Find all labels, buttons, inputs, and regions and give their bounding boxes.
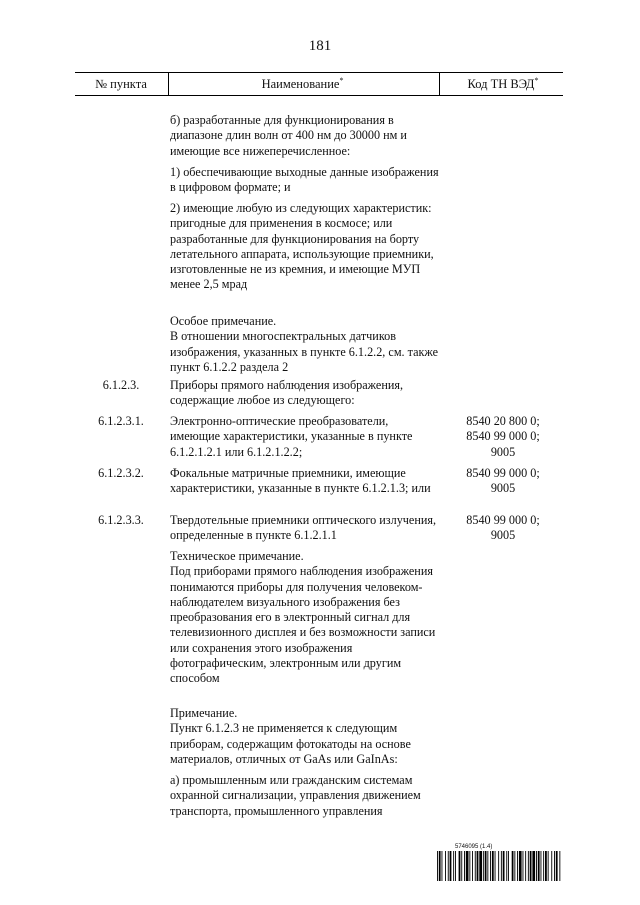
header-col-number: № пункта [95,77,147,91]
footnote-mark: * [534,75,539,85]
header-col-code: Код ТН ВЭД* [467,75,539,91]
text-block: 2) имеющие любую из следующих характеристик: пригодные для применения в космосе; или разработанные для функционирования на борту летательного аппарата, использующие приемники, изготовленные не из кремния, и имеющие МУП менее 2,5 мрад [170,201,434,292]
footnote-mark: * [339,75,344,85]
table-header [75,72,563,96]
header-separator [168,73,169,95]
barcode-label: 5746095 (1.4) [455,844,493,850]
page-number: 181 [308,38,332,54]
item-text: Приборы прямого наблюдения изображения, содержащие любое из следующего: [170,378,404,408]
item-text: Твердотельные приемники оптического излучения, определенные в пункте 6.1.2.1.1 [170,513,437,543]
document-barcode [437,844,561,881]
technical-note: Техническое примечание. Под приборами прямого наблюдения изображения понимаются приборы для получения человеком-наблюдателем визуального изображения без преобразования его в электронный сигнал для телевизионного дисплея и без возможности записи или сохранения этого изображения фотографическим, электронным или другим способом [170,549,436,686]
note-block: Особое примечание. В отношении многоспектральных датчиков изображения, указанных в пункте 6.1.2.2, см. также пункт 6.1.2.2 раздела 2 [170,314,439,374]
item-text: Электронно-оптические преобразователи, имеющие характеристики, указанные в пункте 6.1.2.1.2.1 или 6.1.2.1.2.2; [170,414,413,459]
item-code: 8540 99 000 0; 9005 [466,513,540,543]
header-col-name: Наименование* [261,75,344,91]
item-number: 6.1.2.3.1. [98,414,144,428]
item-text: Фокальные матричные приемники, имеющие характеристики, указанные в пункте 6.1.2.1.3; или [170,466,431,496]
item-number: 6.1.2.3.3. [98,513,144,527]
item-number: 6.1.2.3. [102,378,140,392]
note-block: Примечание. Пункт 6.1.2.3 не применяется к следующим приборам, содержащим фотокатоды на основе материалов, отличных от GaAs или GaInAs: [170,706,411,766]
text-block: 1) обеспечивающие выходные данные изображения в цифровом формате; и [170,165,439,195]
item-code: 8540 99 000 0; 9005 [466,466,540,496]
text-block: б) разработанные для функционирования в диапазоне длин волн от 400 нм до 30000 нм и имеющие все нижеперечисленное: [170,113,407,158]
item-number: 6.1.2.3.2. [98,466,144,480]
item-code: 8540 20 800 0; 8540 99 000 0; 9005 [466,414,540,459]
barcode-image [437,851,561,881]
header-separator [439,73,440,95]
text-block: а) промышленным или гражданским системам охранной сигнализации, управления движением транспорта, промышленного управления [170,773,421,818]
